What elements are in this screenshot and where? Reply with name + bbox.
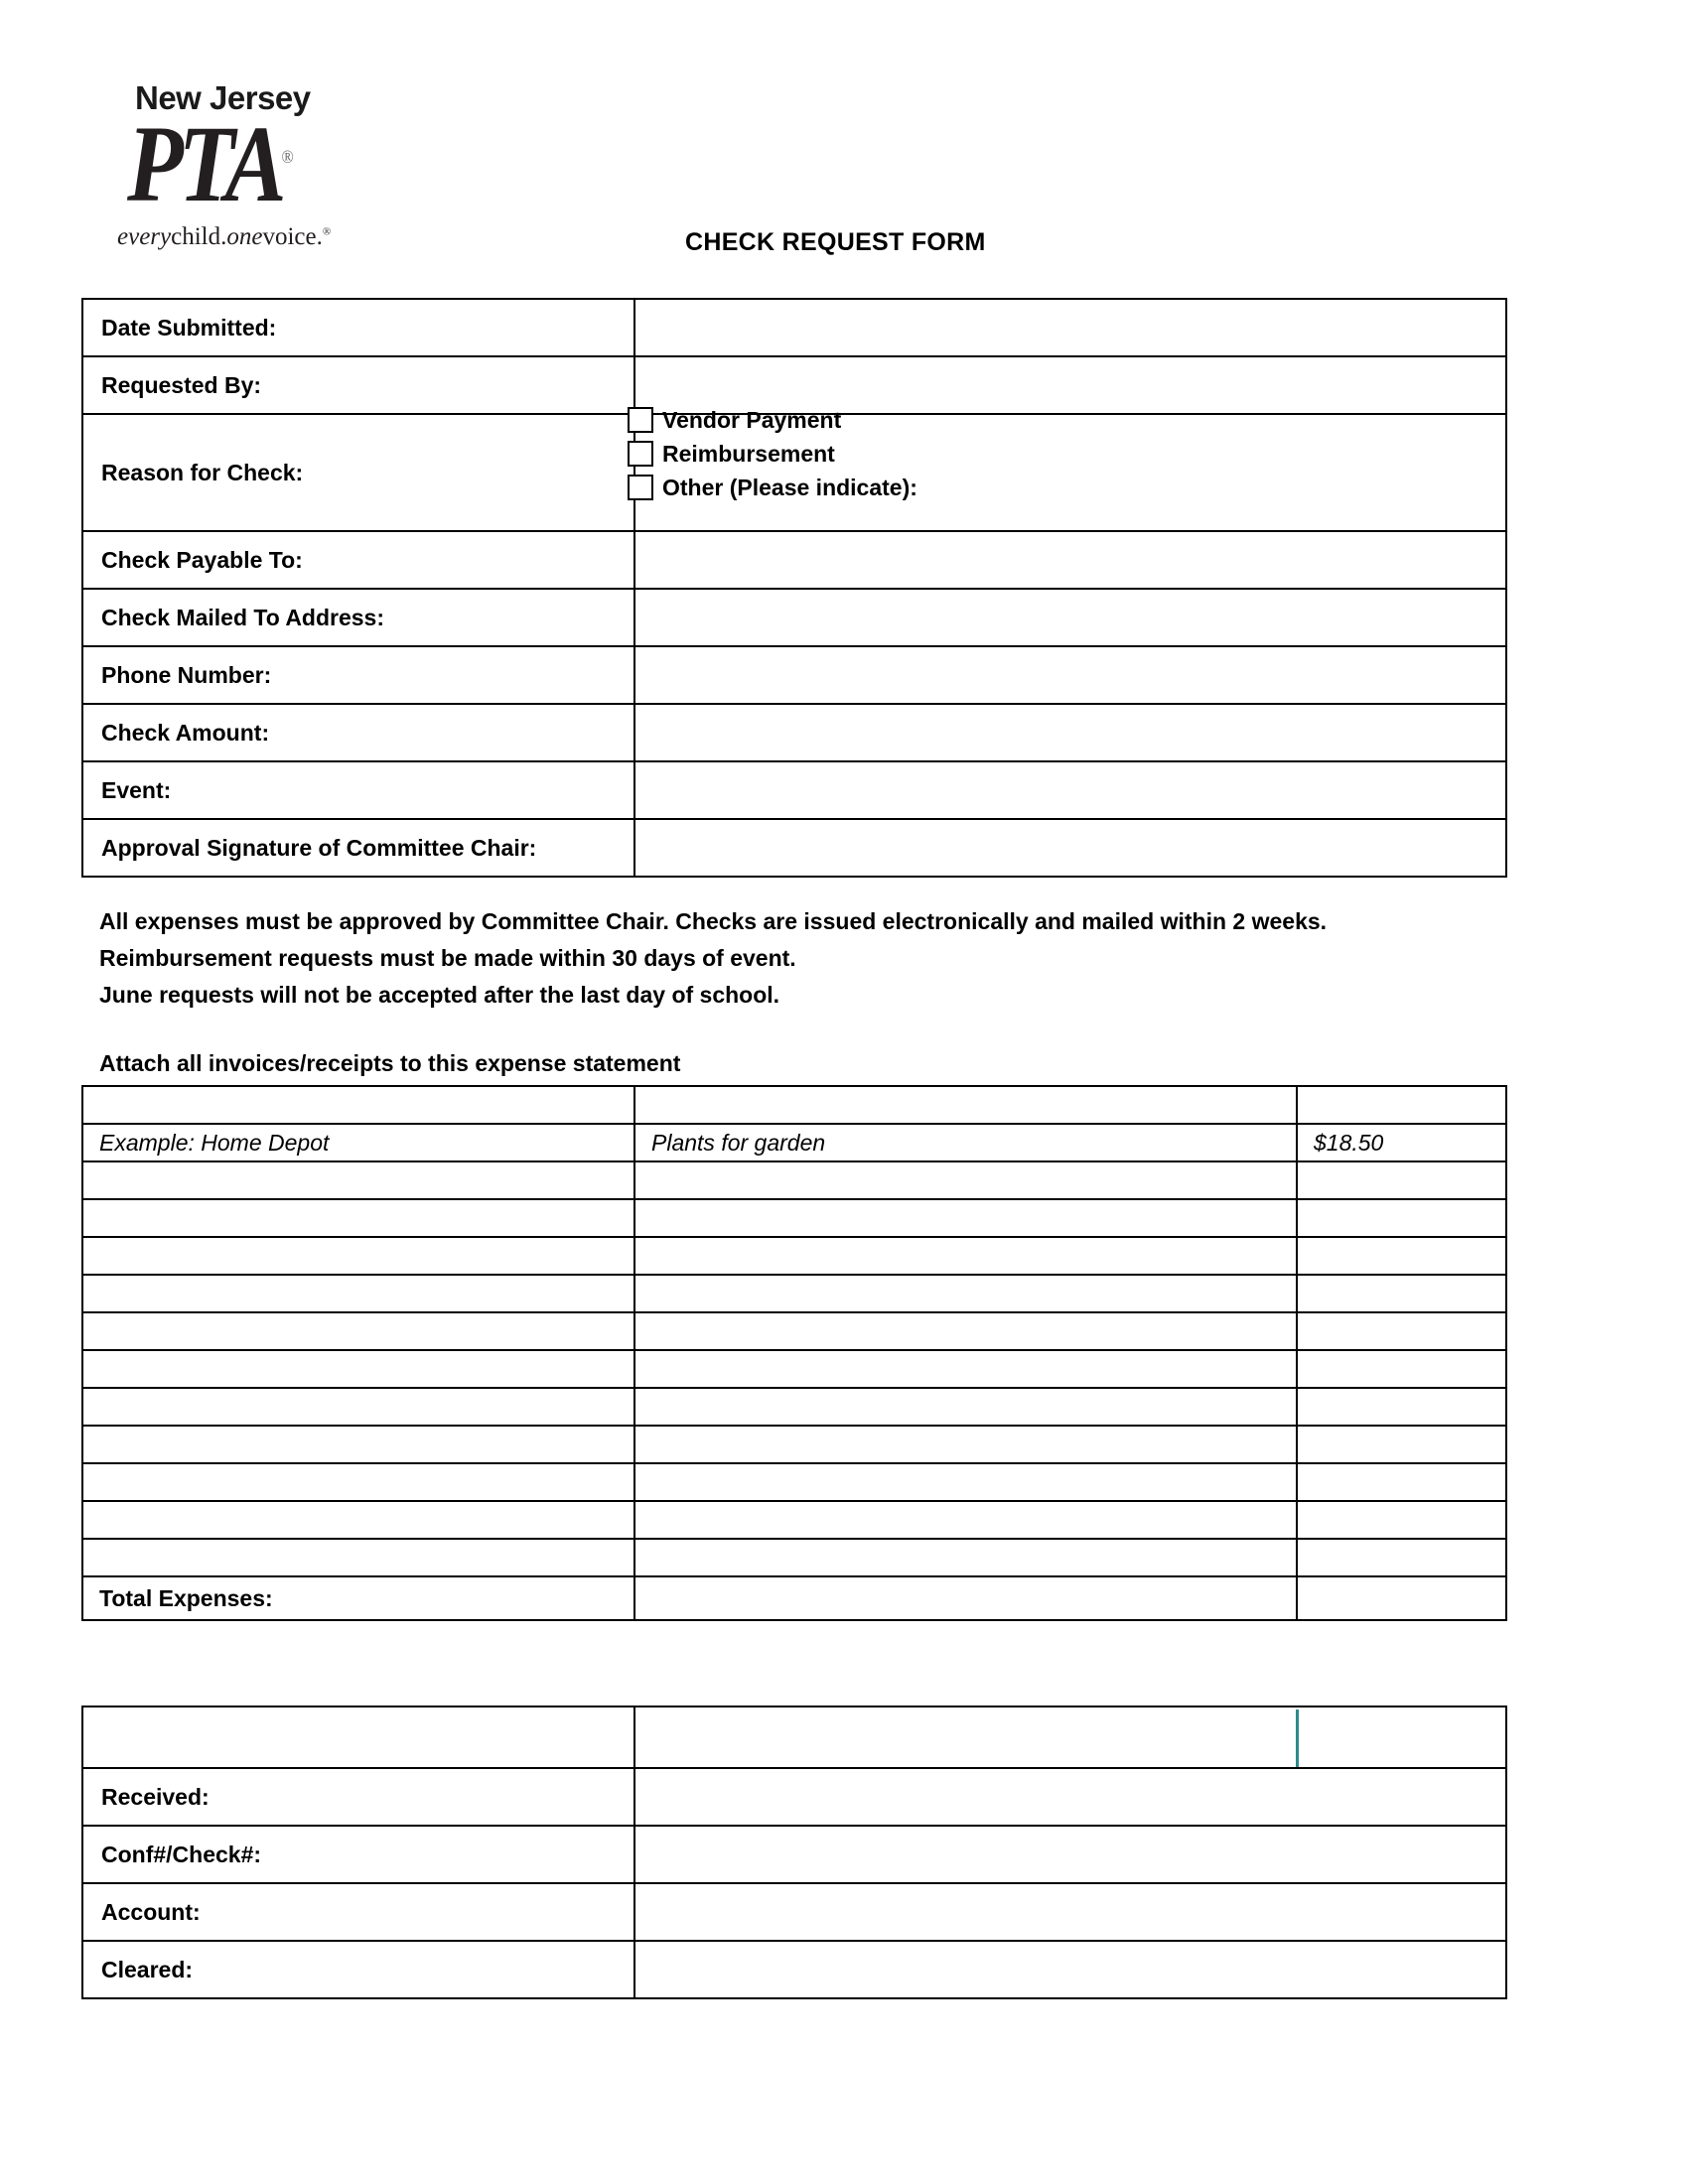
field-account[interactable]: [634, 1883, 1506, 1941]
office-row-conf-check: [82, 1826, 1506, 1883]
field-total-expenses-description[interactable]: [634, 1576, 1297, 1620]
expense-cell-amount[interactable]: [1297, 1237, 1506, 1275]
label-check-amount: Check Amount:: [82, 704, 634, 761]
field-date-submitted[interactable]: [634, 299, 1506, 356]
expense-cell-vendor[interactable]: [82, 1463, 634, 1501]
expense-cell-description[interactable]: [634, 1501, 1297, 1539]
expense-example-description: Plants for garden: [634, 1124, 1297, 1161]
expense-empty-row: [82, 1312, 1506, 1350]
tagline-word-voice: voice.: [262, 223, 323, 250]
expense-empty-row: [82, 1237, 1506, 1275]
expense-example-vendor: Example: Home Depot: [82, 1124, 634, 1161]
checkbox-label-other: Other (Please indicate):: [662, 474, 917, 500]
tagline-word-one: one: [226, 223, 263, 250]
expense-cell-vendor[interactable]: [82, 1199, 634, 1237]
attach-receipts-note: Attach all invoices/receipts to this expense statement: [99, 1050, 681, 1076]
expense-cell-description[interactable]: [634, 1388, 1297, 1426]
logo-tagline: [117, 224, 385, 249]
table-row-event: [82, 761, 1506, 819]
expense-cell-amount[interactable]: [1297, 1199, 1506, 1237]
expense-cell-vendor[interactable]: [82, 1501, 634, 1539]
checkbox-icon-other[interactable]: [628, 475, 653, 500]
table-row-date-submitted: [82, 299, 1506, 356]
field-check-payable-to[interactable]: [634, 531, 1506, 589]
office-field-blank[interactable]: [634, 1706, 1506, 1768]
expense-cell-description[interactable]: [634, 1237, 1297, 1275]
expense-cell-description[interactable]: [634, 1350, 1297, 1388]
instructions-block: [99, 903, 1327, 1014]
office-row-cleared: [82, 1941, 1506, 1998]
logo-registered-mark: ®: [281, 147, 294, 168]
checkbox-label-vendor-payment: Vendor Payment: [662, 406, 842, 433]
field-check-mailed-to-address[interactable]: [634, 589, 1506, 646]
expense-cell-vendor[interactable]: [82, 1312, 634, 1350]
expense-example-amount: $18.50: [1297, 1124, 1506, 1161]
label-conf-check-number: Conf#/Check#:: [82, 1826, 634, 1883]
tagline-registered-mark: ®: [322, 225, 332, 238]
expense-cell-description[interactable]: [634, 1463, 1297, 1501]
label-check-mailed-to-address: Check Mailed To Address:: [82, 589, 634, 646]
field-conf-check-number[interactable]: [634, 1826, 1506, 1883]
document-header: [0, 0, 1688, 278]
label-reason-for-check: Reason for Check:: [82, 414, 634, 531]
label-approval-signature: Approval Signature of Committee Chair:: [82, 819, 634, 877]
expense-cell-description[interactable]: [634, 1199, 1297, 1237]
page-title: CHECK REQUEST FORM: [685, 228, 986, 256]
checkbox-row-other[interactable]: [628, 471, 1263, 504]
expense-statement-table: [81, 1085, 1507, 1621]
expense-cell-description[interactable]: [634, 1161, 1297, 1199]
label-account: Account:: [82, 1883, 634, 1941]
nj-pta-logo: [117, 81, 385, 249]
checkbox-row-vendor-payment[interactable]: [628, 403, 1263, 437]
expense-cell-vendor[interactable]: [82, 1350, 634, 1388]
expense-cell-amount[interactable]: [1297, 1275, 1506, 1312]
office-row-received: [82, 1768, 1506, 1826]
office-row-blank: [82, 1706, 1506, 1768]
expense-cell-vendor[interactable]: [82, 1388, 634, 1426]
field-approval-signature[interactable]: [634, 819, 1506, 877]
instruction-line-1: All expenses must be approved by Committee Chair. Checks are issued electronically and mailed within 2 weeks.: [99, 908, 1328, 934]
logo-acronym: PTA: [127, 104, 282, 225]
expense-cell-vendor[interactable]: [82, 1275, 634, 1312]
expense-cell-description[interactable]: [634, 1312, 1297, 1350]
label-total-expenses: Total Expenses:: [82, 1576, 634, 1620]
field-received[interactable]: [634, 1768, 1506, 1826]
logo-state-text: New Jersey: [135, 79, 311, 116]
label-check-payable-to: Check Payable To:: [82, 531, 634, 589]
expense-total-row: [82, 1576, 1506, 1620]
expense-empty-row: [82, 1350, 1506, 1388]
expense-cell-description[interactable]: [634, 1426, 1297, 1463]
expense-cell-vendor[interactable]: [82, 1426, 634, 1463]
label-phone-number: Phone Number:: [82, 646, 634, 704]
expense-cell-amount[interactable]: [1297, 1350, 1506, 1388]
instruction-line-3: June requests will not be accepted after the last day of school.: [99, 982, 780, 1008]
expense-header-vendor: [82, 1086, 634, 1124]
expense-cell-amount[interactable]: [1297, 1463, 1506, 1501]
expense-empty-row: [82, 1275, 1506, 1312]
office-row-account: [82, 1883, 1506, 1941]
table-row-check-payable-to: [82, 531, 1506, 589]
expense-cell-amount[interactable]: [1297, 1161, 1506, 1199]
checkbox-label-reimbursement: Reimbursement: [662, 440, 835, 467]
field-check-amount[interactable]: [634, 704, 1506, 761]
expense-empty-row: [82, 1426, 1506, 1463]
field-cleared[interactable]: [634, 1941, 1506, 1998]
field-event[interactable]: [634, 761, 1506, 819]
teal-column-divider-artifact: [1296, 1709, 1299, 1767]
expense-cell-amount[interactable]: [1297, 1539, 1506, 1576]
tagline-word-child: child.: [171, 223, 227, 250]
table-row-approval-signature: [82, 819, 1506, 877]
expense-empty-row: [82, 1388, 1506, 1426]
tagline-word-every: every: [117, 223, 172, 250]
table-row-phone-number: [82, 646, 1506, 704]
field-total-expenses-amount[interactable]: [1297, 1576, 1506, 1620]
expense-header-amount: [1297, 1086, 1506, 1124]
office-use-table: [81, 1706, 1507, 1999]
expense-cell-description[interactable]: [634, 1539, 1297, 1576]
expense-cell-amount[interactable]: [1297, 1388, 1506, 1426]
label-date-submitted: Date Submitted:: [82, 299, 634, 356]
field-reason-for-check[interactable]: [634, 406, 1506, 531]
office-label-blank: [82, 1706, 634, 1768]
expense-cell-vendor[interactable]: [82, 1161, 634, 1199]
table-row-reason-for-check: [82, 414, 1506, 531]
label-requested-by: Requested By:: [82, 356, 634, 414]
check-request-details-table: [81, 298, 1507, 878]
label-event: Event:: [82, 761, 634, 819]
field-phone-number[interactable]: [634, 646, 1506, 704]
expense-cell-amount[interactable]: [1297, 1312, 1506, 1350]
instruction-line-2: Reimbursement requests must be made within 30 days of event.: [99, 945, 796, 971]
expense-empty-row: [82, 1539, 1506, 1576]
expense-cell-vendor[interactable]: [82, 1237, 634, 1275]
checkbox-row-reimbursement[interactable]: [628, 437, 1263, 471]
checkbox-icon-vendor-payment[interactable]: [628, 407, 653, 433]
expense-cell-description[interactable]: [634, 1275, 1297, 1312]
table-row-check-mailed-to-address: [82, 589, 1506, 646]
expense-empty-row: [82, 1161, 1506, 1199]
checkbox-icon-reimbursement[interactable]: [628, 441, 653, 467]
logo-pta-text: [117, 104, 385, 225]
table-row-check-amount: [82, 704, 1506, 761]
reason-checkbox-group: [628, 403, 1263, 504]
expense-header-description: [634, 1086, 1297, 1124]
expense-cell-amount[interactable]: [1297, 1501, 1506, 1539]
expense-empty-row: [82, 1463, 1506, 1501]
expense-empty-row: [82, 1501, 1506, 1539]
expense-cell-vendor[interactable]: [82, 1539, 634, 1576]
expense-empty-row: [82, 1199, 1506, 1237]
expense-header-row: [82, 1086, 1506, 1124]
expense-example-row: [82, 1124, 1506, 1161]
label-cleared: Cleared:: [82, 1941, 634, 1998]
expense-cell-amount[interactable]: [1297, 1426, 1506, 1463]
label-received: Received:: [82, 1768, 634, 1826]
